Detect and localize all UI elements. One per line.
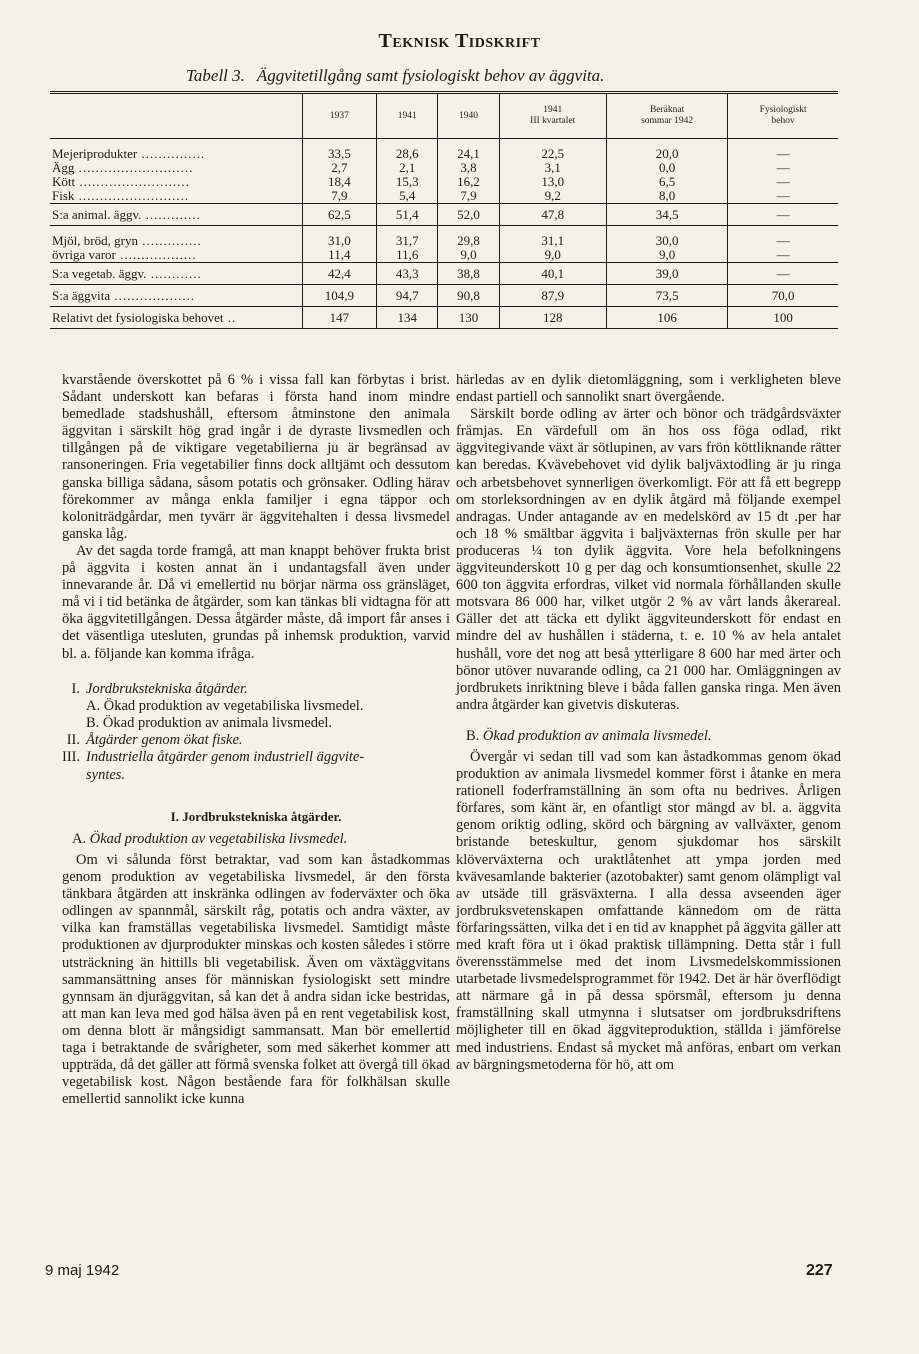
leader-dots: ..................: [115, 247, 197, 262]
outline-item: B. Ökad produktion av animala livsmedel.: [86, 715, 333, 731]
table-header-row: [50, 93, 838, 139]
table-row: [50, 189, 838, 204]
paragraph: Särskilt borde odling av ärter och bönor och trädgårdsväxter främjas. En värdefull om än hos oss föga odlad, rikt äggvitegivande växt är sötlupinen, av vars frön köttliknande rätter kan beredas. Kvävebehovet vid dylik baljväxtodling är ju ringa och arbetsbehovet synnerligen överkomligt. För att få ett begrepp om storleksordningen av en dylik åtgärd må följande exempel andragas. Under antagande av en medelskörd av 15 dt .per har och 18 % smältbar äggvita i baljväxternas frön skulle per har produceras ¼ ton dylik äggvita. Vore hela befolkningens äggviteunderskott 10 g per dag och konsumtionsenhet, skulle 22 600 ton äggvita erfordras, vilket vid normala förhållanden skulle motsvara 86 000 har, vilket utgör 2 % av vårt lands åkerareal. Gäller det att täcka ett dylikt äggviteunderskott för endast en mindre del av hushållen i städerna, t. e. 10 % av hela antalet hushåll, vore det nog att beså ytterligare 8 600 har med ärter och bönor utöver nuvarande odling, ca 21 000 har. Omläggningen av jordbrukets inriktning bleve i båda fallen ganska ringa. Men även andra åtgärder kan givetvis diskuteras.: [456, 406, 841, 713]
row-label: [50, 161, 302, 175]
row-label: [50, 189, 302, 204]
table-row-subtotal: [50, 263, 838, 285]
table-row: [50, 248, 838, 263]
leader-dots: .............: [141, 206, 201, 222]
table-row: [50, 175, 838, 189]
leader-dots: ...............: [137, 146, 206, 161]
row-label-text: Relativt det fysiologiska behovet: [52, 309, 224, 325]
value-cell: 94,7: [377, 285, 438, 307]
value-cell: 0,0: [606, 161, 727, 175]
value-cell: 22,5: [499, 147, 606, 161]
row-label: [50, 147, 302, 161]
value-cell: 9,0: [499, 248, 606, 263]
value-cell: 130: [438, 307, 499, 329]
value-cell: 5,4: [377, 189, 438, 204]
value-cell: 31,0: [302, 234, 377, 248]
value-cell: 30,0: [606, 234, 727, 248]
row-label: [50, 204, 302, 226]
outline-item: I. Jordbrukstekniska åtgärder.: [71, 680, 248, 697]
value-cell: 47,8: [499, 204, 606, 226]
value-cell: 2,7: [302, 161, 377, 175]
row-label: [50, 263, 302, 285]
value-cell: 18,4: [302, 175, 377, 189]
value-cell: 87,9: [499, 285, 606, 307]
value-cell: 33,5: [302, 147, 377, 161]
row-label-text: Kött: [52, 174, 76, 189]
value-cell: 8,0: [606, 189, 727, 204]
leader-dots: ............: [146, 265, 202, 281]
row-label: [50, 285, 302, 307]
paragraph: Övergår vi sedan till vad som kan åstadkommas genom ökad produktion av animala livsmedel kommer först i åtanke en mera rationell foderframställning än som ofta nu bedrives. Årligen förfares, som känt är, en ofantligt stor mängd av bl. a. äggvita genom oriktig odling, skörd och bärgning av vallväxter, genom bristande beteskultur, genom sjukdomar hos särskilt klöverväxterna och uraktlåtenhet att ympa jorden med kvävesamlande bakterier (azotobakter) samt genom olämpligt val av utsäde till gräsväxterna. I alla dessa avseenden äger jordbruksvetenskapen omfattande kännedom om de rätta förfaringssätten, vilka det i en tid av knapphet på äggvita gäller att med kraft föra ut i ökad praktisk tillämpning. Detta står i full överensstämmelse med det inom Livsmedelskommissionen utarbetade livsmedelsprogrammet för 1942. Det är här överflödigt att närmare gå in på dessa spörsmål, eftersom ju denna framställning skall utmynna i slutsatser om jordbruksdriftens möjligheter till en ökad äggviteproduktion, ställda i jämförelse med industriens. Endast så mycket må anföras, enbart om verkan av bärgningsmetoderna för hö, att om: [456, 748, 841, 1073]
table-row: [50, 234, 838, 248]
row-label: [50, 248, 302, 263]
leader-dots: ..............: [137, 233, 202, 248]
value-cell: 15,3: [377, 175, 438, 189]
header-cell: 1940: [438, 93, 499, 139]
outline-list: [62, 681, 450, 784]
value-cell: 16,2: [438, 175, 499, 189]
value-cell: 39,0: [606, 263, 727, 285]
outline-item: III. Industriella åtgärder genom industriell äggvite-: [62, 749, 365, 766]
value-cell: 128: [499, 307, 606, 329]
leader-dots: ...........................: [74, 160, 194, 175]
table-title: Äggvitetillgång samt fysiologiskt behov av äggvita.: [256, 66, 605, 85]
leader-dots: ..: [223, 309, 237, 325]
footer-date: 9 maj 1942: [45, 1262, 120, 1279]
value-cell: 13,0: [499, 175, 606, 189]
value-cell: 9,0: [438, 248, 499, 263]
value-cell: 31,1: [499, 234, 606, 248]
value-cell: 28,6: [377, 147, 438, 161]
outline-item: A. Ökad produktion av vegetabiliska livsmedel.: [86, 697, 364, 714]
value-cell: 104,9: [302, 285, 377, 307]
value-cell: —: [728, 263, 838, 285]
outline-item-continued: syntes.: [86, 766, 126, 783]
table-row-total: [50, 285, 838, 307]
value-cell: 43,3: [377, 263, 438, 285]
value-cell: 11,6: [377, 248, 438, 263]
section-heading: I. Jordbrukstekniska åtgärder.: [170, 808, 342, 824]
value-cell: 42,4: [302, 263, 377, 285]
paragraph: kvarstående överskottet på 6 % i vissa fall kan förbytas i brist. Sådant underskott kan befaras i första hand inom mindre bemedlade stadshushåll, eftersom åtminstone den animala äggvitan i särskilt hög grad ingår i de dyraste livsmedlen och tillgången på de viktigare vegetabilierna ju är begränsad av ransoneringen. Fria vegetabilier finns dock alltjämt och dessutom ganska billiga sådana, såsom potatis och grönsaker. Odling härav förekommer av många enkla familjer i egna täppor och koloniträdgårdar, men tyvärr är äggvitehalten i dessa livsmedel ganska låg.: [62, 372, 450, 542]
value-cell: 9,0: [606, 248, 727, 263]
value-cell: 11,4: [302, 248, 377, 263]
value-cell: 90,8: [438, 285, 499, 307]
value-cell: 34,5: [606, 204, 727, 226]
value-cell: —: [728, 161, 838, 175]
table-row: [50, 147, 838, 161]
header-cell: 1937: [302, 93, 377, 139]
row-label: [50, 175, 302, 189]
paragraph: härledas av en dylik dietomläggning, som i verkligheten bleve endast partiell och sannolikt snart övergående.: [456, 372, 841, 406]
value-cell: 52,0: [438, 204, 499, 226]
header-line: Fysiologiskt behov: [759, 105, 807, 126]
value-cell: 62,5: [302, 204, 377, 226]
value-cell: 9,2: [499, 189, 606, 204]
paragraph: Om vi sålunda först betraktar, vad som kan åstadkommas genom produktion av vegetabiliska livsmedel, är den första tänkbara åtgärden att inskränka odlingen av foderväxter och öka odlingen av spannmål, särskilt råg, potatis och andra växter, av vilka kan framställas vegetabiliska livsmedel. Samtidigt måste produktionen av djurprodukter minskas och kosten således i större utsträckning än hittills bli vegetabilisk. Även om växtäggvitans sammansättning anses för människan fysiologiskt sett mindre gynnsam än djuräggvitan, så kan det å andra sidan icke bestridas, att man kan leva med god hälsa även på en rent vegetabilisk kost, om denna blott är mångsidigt sammansatt. Man bör emellertid taga i betraktande de svårigheter, som med säkerhet kommer att uppträda, då det gäller att förmå svenska folket att övergå till ökad vegetabilisk kost. Någon bestående fara för folkhälsan skulle emellertid sannolikt icke kunna: [62, 852, 450, 1108]
header-cell: 1941: [377, 93, 438, 139]
row-label-text: Mjöl, bröd, gryn: [52, 233, 138, 248]
value-cell: —: [728, 248, 838, 263]
row-label-text: Fisk: [52, 188, 75, 203]
protein-table: [50, 91, 838, 329]
table-caption: [186, 66, 886, 86]
value-cell: 73,5: [606, 285, 727, 307]
row-label: [50, 307, 302, 329]
value-cell: —: [728, 175, 838, 189]
paragraph: Av det sagda torde framgå, att man knappt behöver frukta brist på äggvita i kosten annat än i undantagsfall även under innevarande år. Då vi emellertid nu börjar närma oss gränsläget, må vi i tid betänka de åtgärder, som kan tänkas bli vidtagna för att öka äggvitetillgången. Dessa åtgärder måste, då import får anses i det väsentliga utesluten, grundas på inhemsk produktion, varvid bl. a. följande kan komma ifråga.: [62, 542, 450, 662]
leader-dots: ...................: [110, 287, 196, 303]
value-cell: 134: [377, 307, 438, 329]
value-cell: 3,1: [499, 161, 606, 175]
row-label-text: övriga varor: [52, 247, 116, 262]
table-row-subtotal: [50, 204, 838, 226]
value-cell: 51,4: [377, 204, 438, 226]
header-cell: [606, 93, 727, 139]
table-row-relative: [50, 307, 838, 329]
header-cell: [728, 93, 838, 139]
page-number: 227: [806, 1262, 833, 1279]
header-line: Beräknat sommar 1942: [641, 105, 694, 126]
row-label-text: Ägg: [52, 160, 75, 175]
value-cell: —: [728, 234, 838, 248]
row-label-text: S:a animal. äggv.: [52, 206, 142, 222]
value-cell: 6,5: [606, 175, 727, 189]
subsection-heading: B. Ökad produktion av animala livsmedel.: [466, 727, 712, 744]
value-cell: 29,8: [438, 234, 499, 248]
row-label-text: S:a vegetab. äggv.: [52, 265, 147, 281]
value-cell: 20,0: [606, 147, 727, 161]
value-cell: 106: [606, 307, 727, 329]
header-line: 1941 III kvartalet: [530, 105, 576, 126]
row-label-text: S:a äggvita: [52, 287, 111, 303]
right-column: [456, 372, 841, 1074]
value-cell: 100: [728, 307, 838, 329]
value-cell: 40,1: [499, 263, 606, 285]
table-label: Tabell 3.: [186, 66, 245, 85]
value-cell: —: [728, 189, 838, 204]
value-cell: 2,1: [377, 161, 438, 175]
leader-dots: ..........................: [75, 174, 190, 189]
value-cell: 70,0: [728, 285, 838, 307]
value-cell: 24,1: [438, 147, 499, 161]
header-empty: [50, 93, 302, 139]
masthead: Teknisk Tidskrift: [378, 30, 541, 52]
outline-item: II. Åtgärder genom ökat fiske.: [66, 732, 243, 749]
value-cell: 7,9: [302, 189, 377, 204]
header-cell: [499, 93, 606, 139]
value-cell: 3,8: [438, 161, 499, 175]
subsection-heading: A. Ökad produktion av vegetabiliska livsmedel.: [72, 830, 348, 847]
value-cell: 38,8: [438, 263, 499, 285]
value-cell: 147: [302, 307, 377, 329]
row-label-text: Mejeriprodukter: [52, 146, 138, 161]
value-cell: —: [728, 147, 838, 161]
table-row: [50, 161, 838, 175]
value-cell: 7,9: [438, 189, 499, 204]
row-label: [50, 234, 302, 248]
value-cell: —: [728, 204, 838, 226]
left-column: [62, 372, 450, 1108]
value-cell: 31,7: [377, 234, 438, 248]
leader-dots: ..........................: [74, 188, 190, 203]
